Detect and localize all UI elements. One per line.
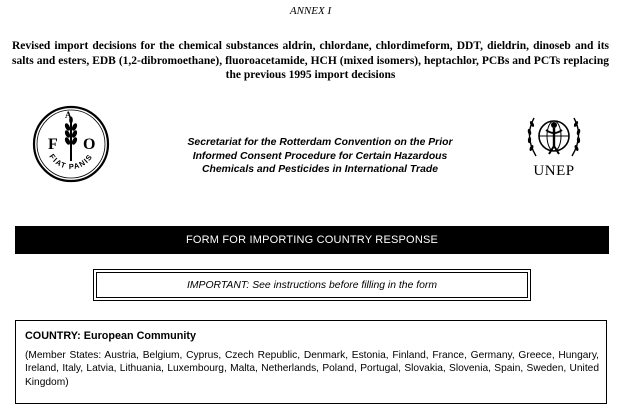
secretariat-heading [140,136,500,177]
secretariat-line: Chemicals and Pesticides in International Trade [202,164,438,175]
fao-motto: FIAT PANIS [47,152,95,172]
important-notice: IMPORTANT: See instructions before filling in the form [96,272,528,298]
secretariat-line: Secretariat for the Rotterdam Convention on the Prior [187,137,453,148]
annex-label: ANNEX I [289,5,332,17]
fao-letter-f: F [48,136,58,153]
fao-logo-icon [32,105,110,183]
unep-wordmark: UNEP [533,163,575,179]
document-title: Revised import decisions for the chemical substances aldrin, chlordane, chlordimeform, DDT, dieldrin, dinoseb and its salts and esters, EDB (1,2-dibromoethane), fluoroacetamide, HCH (mixed isomers), heptachlor, PCBs and PCTs replacing the previous 1995 import decisions [12,40,609,81]
country-title: COUNTRY: European Community [25,330,196,342]
secretariat-line: Informed Consent Procedure for Certain Hazardous [192,150,448,162]
fao-letter-o: O [83,136,96,153]
unep-logo-icon [520,110,588,162]
member-states-list: (Member States: Austria, Belgium, Cyprus, Czech Republic, Denmark, Estonia, Finland, France, Germany, Greece, Hungary, Ireland, Italy, Latvia, Lithuania, Luxembourg, Malta, Netherlands, Poland, Portugal, Slovakia, Slovenia, Spain, Sweden, United Kingdom) [25,350,599,388]
form-title-banner: FORM FOR IMPORTING COUNTRY RESPONSE [15,226,609,254]
country-section [15,320,607,404]
fao-letter-a: A [65,110,72,120]
